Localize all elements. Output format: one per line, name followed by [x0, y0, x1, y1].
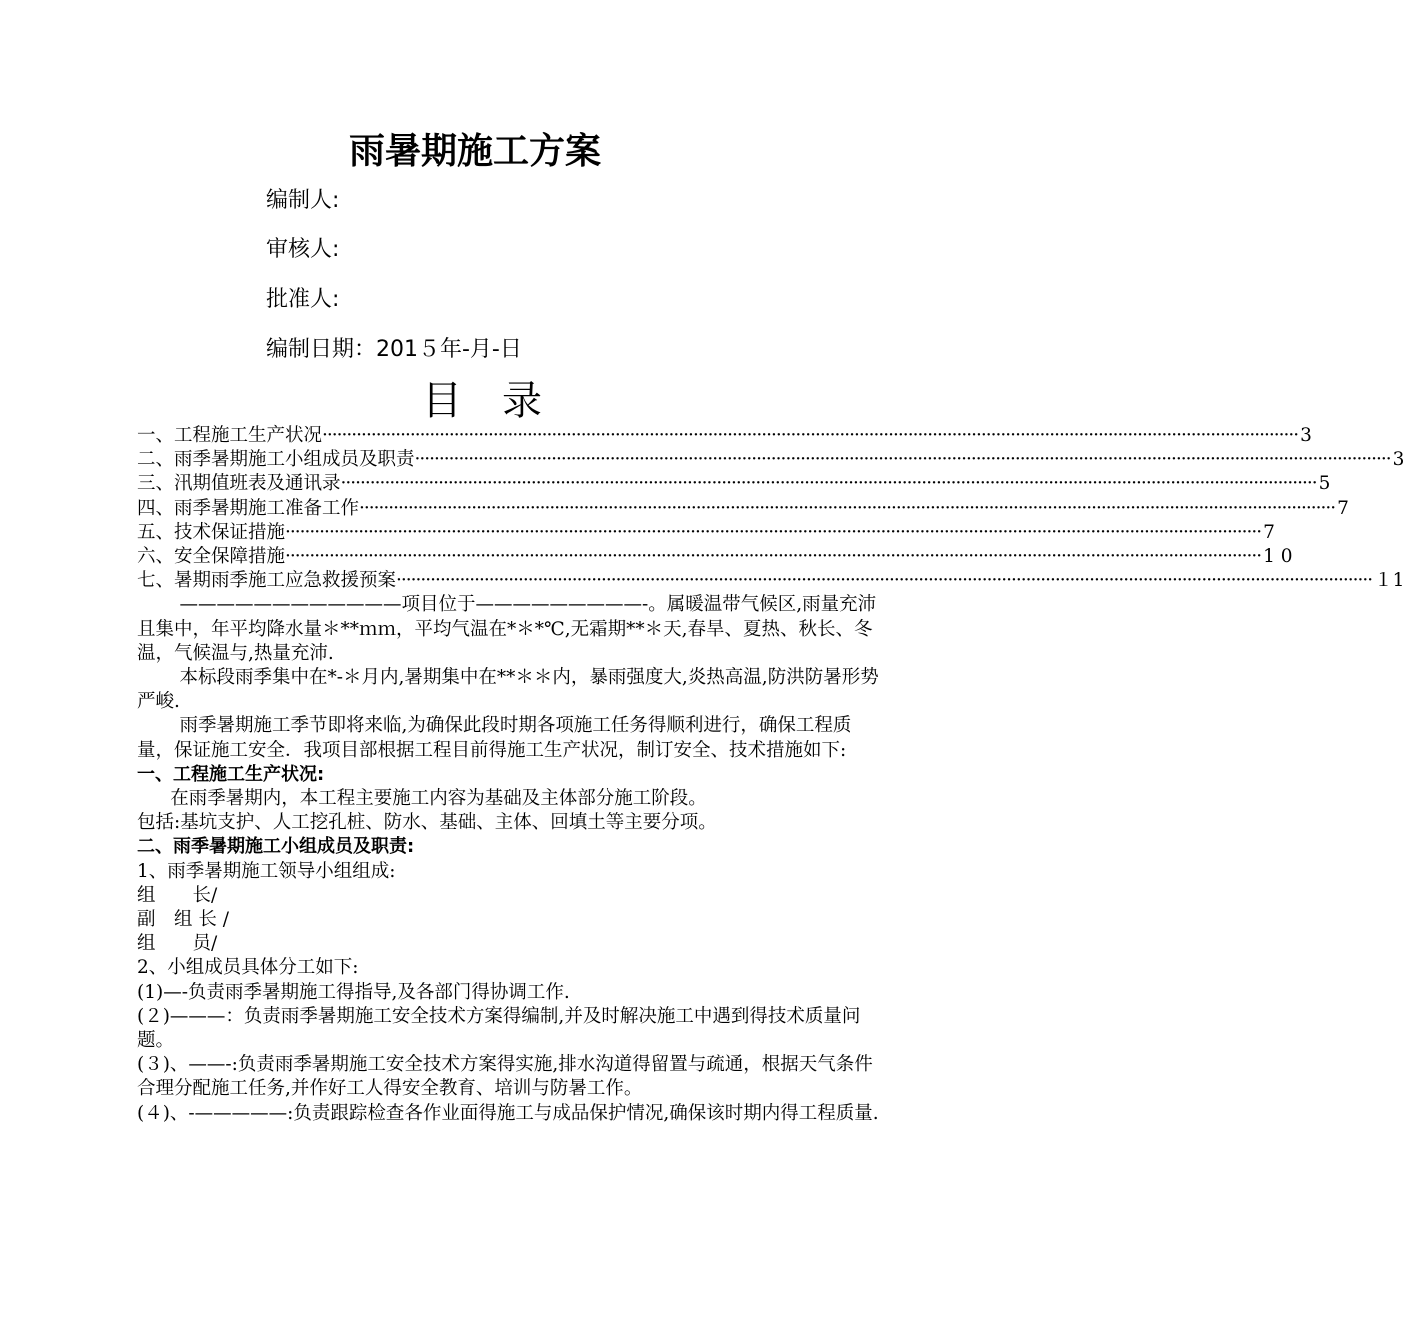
role-leader: 组 长/	[137, 884, 218, 906]
toc-item[interactable]	[137, 569, 1404, 593]
toc-item-label: 六、安全保障措施	[137, 546, 286, 568]
role-member: 组 员/	[137, 933, 218, 955]
toc-item-label: 一、工程施工生产状况	[137, 425, 323, 446]
section-2-heading: 二、雨季暑期施工小组成员及职责:	[137, 836, 415, 858]
toc-item-page: 3	[1392, 449, 1404, 471]
duty-item-2: (２)———：负责雨季暑期施工安全技术方案得编制,并及时解决施工中遇到得技术质量问题。	[137, 1005, 861, 1052]
toc-item-label: 三、汛期值班表及通讯录	[137, 473, 341, 495]
toc-item-label: 七、暑期雨季施工应急救援预案	[137, 570, 397, 592]
compiler-label: 编制人:	[266, 188, 340, 213]
toc-item-page: 7	[1337, 497, 1349, 519]
toc-item[interactable]	[137, 472, 1331, 496]
intro-paragraph-3: 雨季暑期施工季节即将来临,为确保此段时期各项施工任务得顺利进行，确保工程质量，保证施工安全．我项目部根据工程目前得施工生产状况，制订安全、技术措施如下:	[137, 715, 852, 761]
toc-item[interactable]	[137, 424, 1312, 448]
section-1-paragraph-1: 在雨季暑期内，本工程主要施工内容为基础及主体部分施工阶段。	[170, 788, 707, 810]
toc-item-page: １1	[1374, 570, 1404, 592]
toc-heading: 目录	[422, 378, 582, 424]
toc-item[interactable]	[137, 545, 1293, 569]
toc-leader: ········································································································································································································	[285, 521, 1262, 543]
toc-leader: ········································································································································································································	[359, 497, 1336, 519]
section-1-paragraph-2: 包括:基坑支护、人工挖孔桩、防水、基础、主体、回填土等主要分项。	[137, 812, 717, 834]
table-of-contents	[137, 424, 1404, 593]
toc-item-label: 四、雨季暑期施工准备工作	[137, 497, 360, 519]
toc-item[interactable]	[137, 497, 1349, 521]
approver-label: 批准人:	[266, 287, 340, 312]
duty-item-1: (1)—-负责雨季暑期施工得指导,及各部门得协调工作.	[137, 981, 570, 1003]
toc-leader: ········································································································································································································	[396, 570, 1373, 592]
reviewer-label: 审核人:	[266, 237, 340, 262]
document-title: 雨暑期施工方案	[348, 131, 601, 172]
toc-item-page: 5	[1318, 473, 1331, 495]
duty-item-4: (４)、-—————:负责跟踪检查各作业面得施工与成品保护情况,确保该时期内得工程质量.	[137, 1102, 879, 1124]
role-deputy-leader: 副 组 长 /	[137, 909, 229, 931]
toc-leader: ········································································································································································································	[340, 473, 1317, 495]
toc-leader: ········································································································································································································	[414, 449, 1391, 471]
intro-paragraph-1: ————————————项目位于—————————-。属暖温带气候区,雨量充沛且集中，年平均降水量＊**ｍｍ，平均气温在*＊*℃,无霜期**＊天,春旱、夏热、秋长、冬温，气候温与,热量充沛.	[137, 594, 877, 664]
document-body	[137, 424, 1404, 1126]
toc-item-page: 3	[1300, 425, 1312, 446]
toc-item-page: 1 0	[1263, 546, 1293, 568]
toc-item-label: 二、雨季暑期施工小组成员及职责	[137, 449, 415, 471]
section-2-subheading-1: 1、雨季暑期施工领导小组组成:	[137, 860, 396, 882]
section-2-subheading-2: 2、小组成员具体分工如下:	[137, 957, 359, 979]
toc-item[interactable]	[137, 521, 1275, 545]
toc-leader: ········································································································································································································	[285, 546, 1262, 568]
toc-leader: ········································································································································································································	[322, 425, 1299, 446]
toc-item-page: 7	[1263, 521, 1275, 543]
date-label: 编制日期：201５年-月-日	[266, 337, 522, 362]
duty-item-3: (３)、——-:负责雨季暑期施工安全技术方案得实施,排水沟道得留置与疏通，根据天气条件合理分配施工任务,并作好工人得安全教育、培训与防暑工作。	[137, 1054, 873, 1100]
toc-item[interactable]	[137, 448, 1404, 472]
intro-paragraph-2: 本标段雨季集中在*-＊月内,暑期集中在**＊＊内，暴雨强度大,炎热高温,防洪防暑形势严峻.	[137, 667, 879, 713]
toc-item-label: 五、技术保证措施	[137, 521, 286, 543]
section-1-heading: 一、工程施工生产状况:	[137, 763, 325, 785]
